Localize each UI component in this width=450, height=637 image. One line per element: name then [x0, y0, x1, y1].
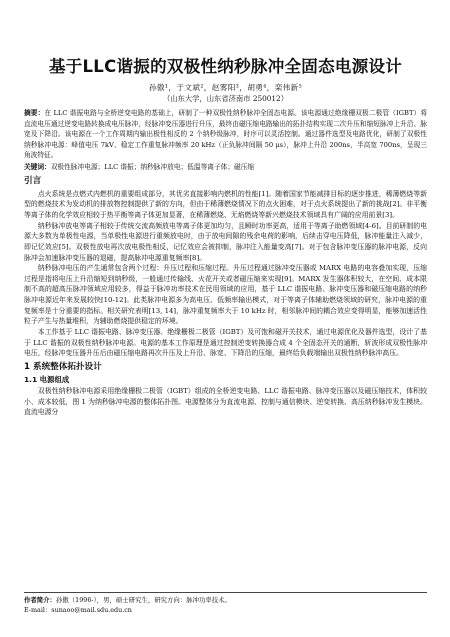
intro-paragraph: 点火系统是点燃式内燃机的重要组成部分，其优劣直接影响内燃机的性能[1]。随着国家节能减排目标的逐步推进，稀薄燃烧等新型的燃烧技术为发动机的排放物控制提供了新的方向，但由于稀薄燃烧情况下的点火困难，对于点火系统提出了新的挑战[2]。非平衡等离子体的化学效应相较于热平衡等离子体更加显著，在稀薄燃烧、无焰燃烧等新兴燃烧技术领域具有广阔的应用前景[3]。: [24, 189, 427, 219]
keywords: [24, 162, 427, 173]
intro-paragraph: 纳秒脉冲电压的产生通常包含两个过程：升压过程和压缩过程。升压过程通过脉冲变压器或 MARX 电路的电容叠加实现，压缩过程是指将电压上升沿缩短到纳秒级，一般通过传输线、火花开关或者磁压缩来实现[9]。MARX 发生器体积较大，在空间、成本限制不高的超高压脉冲领域应用较多，得益于脉冲功率技术在民用领域的应用，基于 LLC 谐振电路、脉冲变压器和磁压缩电路的纳秒脉冲电源近年来发展较快[10-12]。此类脉冲电源多为高电压、低频率输出模式，对于等离子体辅助燃烧领域的研究，脉冲电源的重复频率是十分重要的指标。相关研究表明[13, 14]，脉冲重复频率大于 10 kHz 时，相邻脉冲间的耦合效应变得明显，能够加速活性粒子产生与热量堆积，为辅助燃烧提供稳定的环境。: [24, 264, 427, 326]
keywords-text: 双极性脉冲电源；LLC 谐振；纳秒脉冲放电；低温等离子体；磁压缩: [50, 162, 255, 171]
section-heading-topology: 1 系统整体拓扑设计: [24, 362, 102, 373]
paper-affiliation: （山东大学，山东省济南市 250012）: [162, 94, 289, 103]
keywords-label: 关键词：: [24, 162, 51, 171]
section-heading-introduction: 引言: [24, 175, 42, 186]
footnote-email: [24, 606, 427, 616]
footnote-author: [24, 596, 427, 606]
footnote-author-label: 作者简介：: [24, 596, 56, 604]
abstract: [24, 108, 427, 161]
subsection-heading-power-composition: 1.1 电源组成: [24, 375, 70, 385]
topology-paragraph: 双极性纳秒脉冲电源采用绝缘栅极二极管（IGBT）组成的全桥逆变电路、LLC 谐振电路、脉冲变压器以及磁压缩技术，体积较小、成本较低，图 1 为纳秒脉冲电源的整体拓扑图。电源整体分为直流电源、控制与通信模块、逆变转换、高压纳秒脉冲发生模块。直流电源分: [24, 387, 427, 417]
footnote: [24, 592, 427, 615]
footnote-email-text: sunaoo@mail.sdu.edu.cn: [51, 605, 132, 614]
intro-paragraph: 本工作基于 LLC 谐振电路、脉冲变压器、绝缘栅极二极管（IGBT）及可饱和磁开关技术，通过电源优化及器件选型，设计了基于 LLC 谐振的双极性纳秒脉冲电源。电源的基本工作原理是通过控制逆变转换器合成 4 个全固态开关的通断，斩波形成双极性脉冲电压，经脉冲变压器升压后由磁压缩电路再次升压及上升沿、脉宽、下降沿的压缩，最终给负载端输出双极性纳秒脉冲高压。: [24, 328, 427, 358]
abstract-text: 在 LLC 谐振电路与全桥逆变电路的基础上，研制了一种双极性纳秒脉冲全固态电源。该电源通过绝缘栅双极二极管（IGBT）将直流电压通过逆变电路转换成电压脉冲，经脉冲变压器进行升压，最终由磁压缩电路输出的拓扑结构实现二次升压和缩短脉冲上升沿、脉宽及下降沿。该电源在一个工作周期内输出极性相反的 2 个纳秒级脉冲，时序可以灵活控制。通过器件选型及电路优化，研制了双极性纳秒脉冲电源：峰值电压 7kV、稳定工作重复脉冲频率 20 kHz（正负脉冲间隔 50 μs），脉冲上升沿 200ns，半高宽 700ns，呈现三角波特征。: [24, 109, 428, 160]
paper-authors: 孙傲¹，于文斌²，赵雾阳³，胡勇⁴，栾伟新⁵: [148, 83, 303, 92]
footnote-author-text: 孙傲（1996-），男，硕士研究生，研究方向：脉冲功率技术。: [55, 596, 231, 604]
abstract-label: 摘要：: [24, 109, 45, 117]
paper-title: 基于LLC谐振的双极性纳秒脉冲全固态电源设计: [48, 57, 403, 76]
intro-paragraph: 纳秒脉冲放电等离子相较于传统交流高频放电等离子体更加均匀，且瞬时功率更高，适用于等离子助燃领域[4-6]。目前研制的电源大多数为单极性电源，当单极性电源进行重频放电时，由于放电间隙的残余电荷的影响，后续击穿电压降低，脉冲能量注入减少，即记忆效应[5]。双极性放电再次放电极性相反，记忆效应会被抑制，脉冲注入能量变高[7]。对于包含脉冲变压器的脉冲电源，反向脉冲会加速脉冲变压器的退磁，提高脉冲电源重复频率[8]。: [24, 221, 427, 262]
footnote-email-label: E-mail：: [24, 605, 52, 614]
